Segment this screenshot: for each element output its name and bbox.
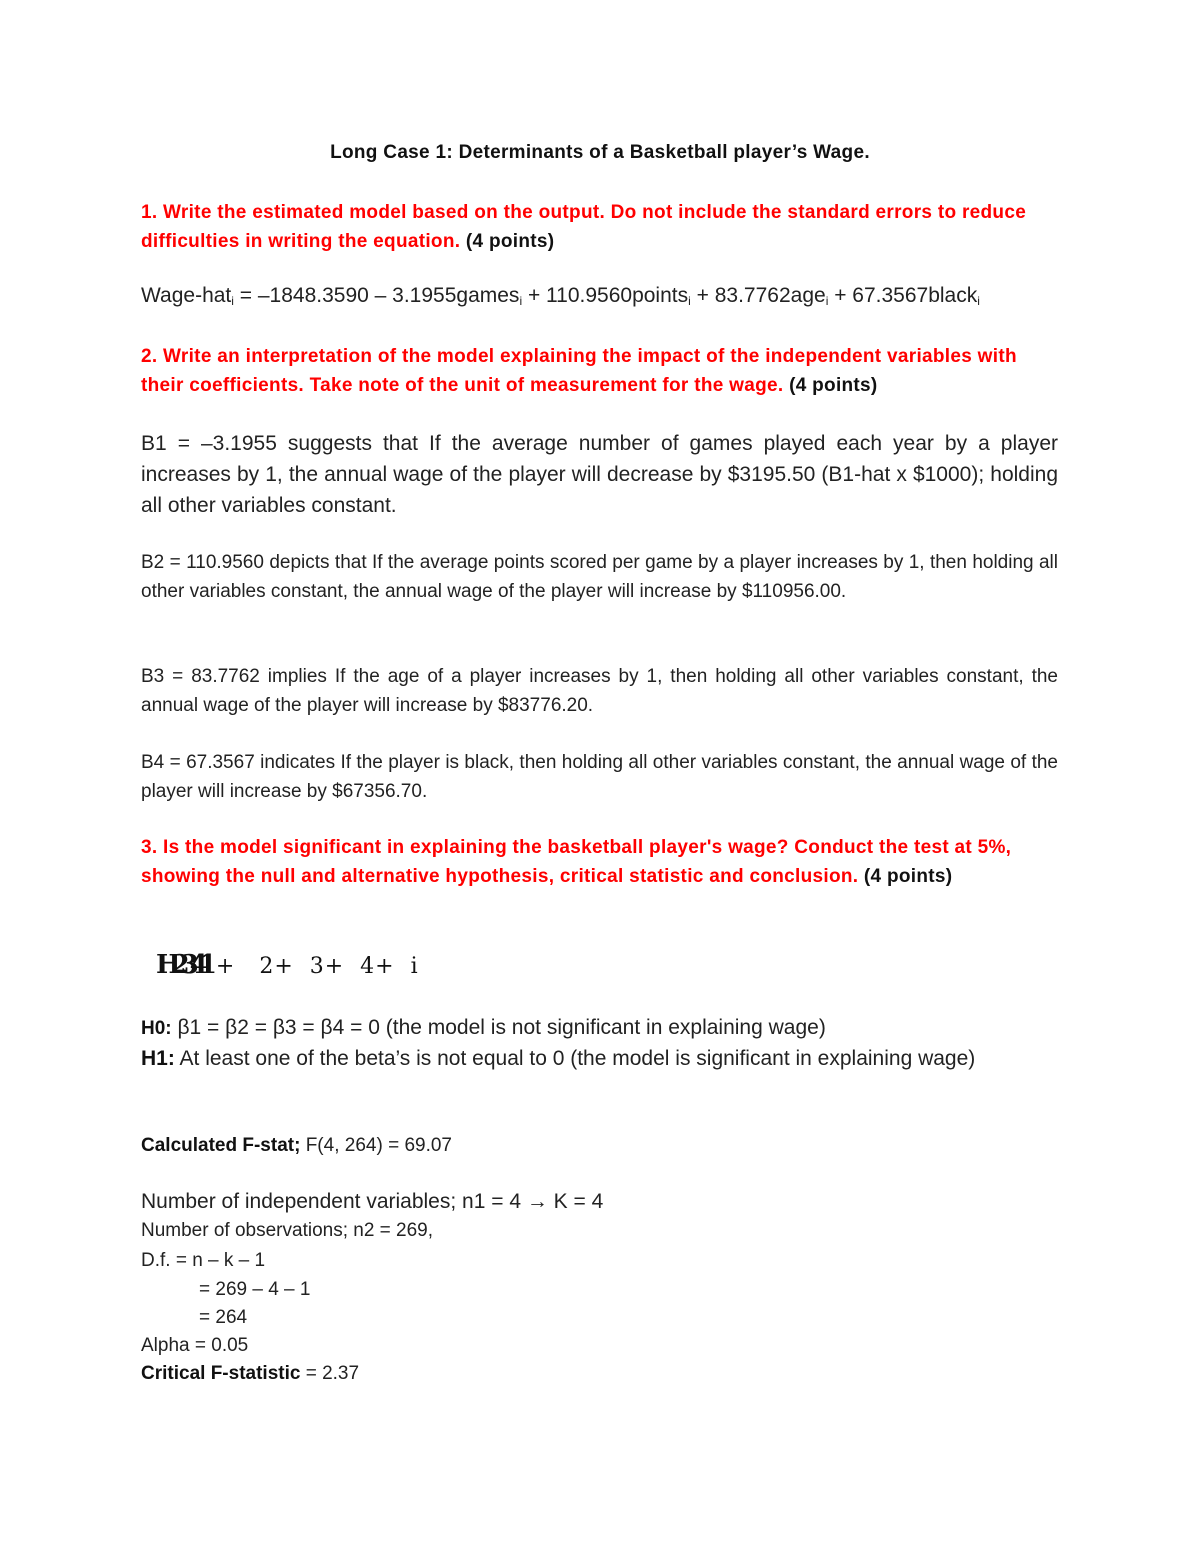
estimated-equation: Wage-hat$_i$ = –1848.3590 – 3.1955games$_i$ + 110.9560points$_i$ + 83.7762age$_i$ + 67.3567black$_i$ — [141, 284, 980, 308]
document-title: Long Case 1: Determinants of a Basketball player’s Wage. — [330, 142, 870, 163]
critical-f-value: = 2.37 — [300, 1363, 360, 1384]
h0-label: H0: — [141, 1018, 172, 1039]
question-2-text: 2. Write an interpretation of the model explaining the impact of the independent variables with their coefficients. Take note of the unit of measurement for the wage. — [141, 346, 1017, 396]
h1-label: H1: — [141, 1047, 175, 1070]
question-1-text: 1. Write the estimated model based on the output. Do not include the standard errors to reduce difficulties in writing the equation. — [141, 202, 1027, 252]
f-stat-label: Calculated F-stat; — [141, 1135, 301, 1156]
df-substitution: = 269 – 4 – 1 — [199, 1279, 311, 1300]
interpretation-b2: B2 = 110.9560 depicts that If the average points scored per game by a player increases by 1, then holding all other variables constant, the annual wage of the player will increase by $110956.00. — [141, 552, 1058, 602]
df-result: = 264 — [199, 1307, 248, 1328]
null-hypothesis — [141, 1012, 1058, 1044]
interpretation-b3: B3 = 83.7762 implies If the age of a player increases by 1, then holding all other variables constant, the annual wage of the player will increase by $83776.20. — [141, 666, 1058, 716]
question-2-points: (4 points) — [783, 375, 878, 396]
f-stat-value: F(4, 264) = 69.07 — [300, 1135, 452, 1156]
question-2 — [141, 342, 1058, 400]
independent-variables-count: Number of independent variables; n1 = 4 → K = 4 — [141, 1190, 604, 1213]
df-formula: D.f. = n – k – 1 — [141, 1250, 266, 1271]
interpretation-b1: B1 = –3.1955 suggests that If the average number of games played each year by a player increases by 1, the annual wage of the player will decrease by $3195.50 (B1-hat x $1000); holding all other variables constant. — [141, 432, 1058, 517]
garbled-equation: H2341 + 2+ 3+ 4+ i — [156, 950, 419, 980]
h1-text: At least one of the beta’s is not equal to 0 (the model is significant in explaining wage) — [174, 1047, 976, 1070]
question-1-points: (4 points) — [460, 231, 555, 252]
critical-f-statistic — [141, 1363, 359, 1385]
question-3 — [141, 833, 1058, 891]
observations-count: Number of observations; n2 = 269, — [141, 1220, 434, 1241]
question-3-points: (4 points) — [858, 866, 953, 887]
alternative-hypothesis — [141, 1043, 1058, 1074]
question-1 — [141, 198, 1058, 256]
calculated-f-stat — [141, 1135, 452, 1157]
h0-text: β1 = β2 = β3 = β4 = 0 (the model is not significant in explaining wage) — [171, 1016, 826, 1039]
question-3-text: 3. Is the model significant in explaining the basketball player's wage? Conduct the test at 5%, showing the null and alternative hypothesis, critical statistic and conclusion. — [141, 837, 1012, 887]
alpha-value: Alpha = 0.05 — [141, 1335, 249, 1356]
interpretation-b4: B4 = 67.3567 indicates If the player is black, then holding all other variables constant, the annual wage of the player will increase by $67356.70. — [141, 752, 1058, 802]
critical-f-label: Critical F-statistic — [141, 1363, 301, 1384]
